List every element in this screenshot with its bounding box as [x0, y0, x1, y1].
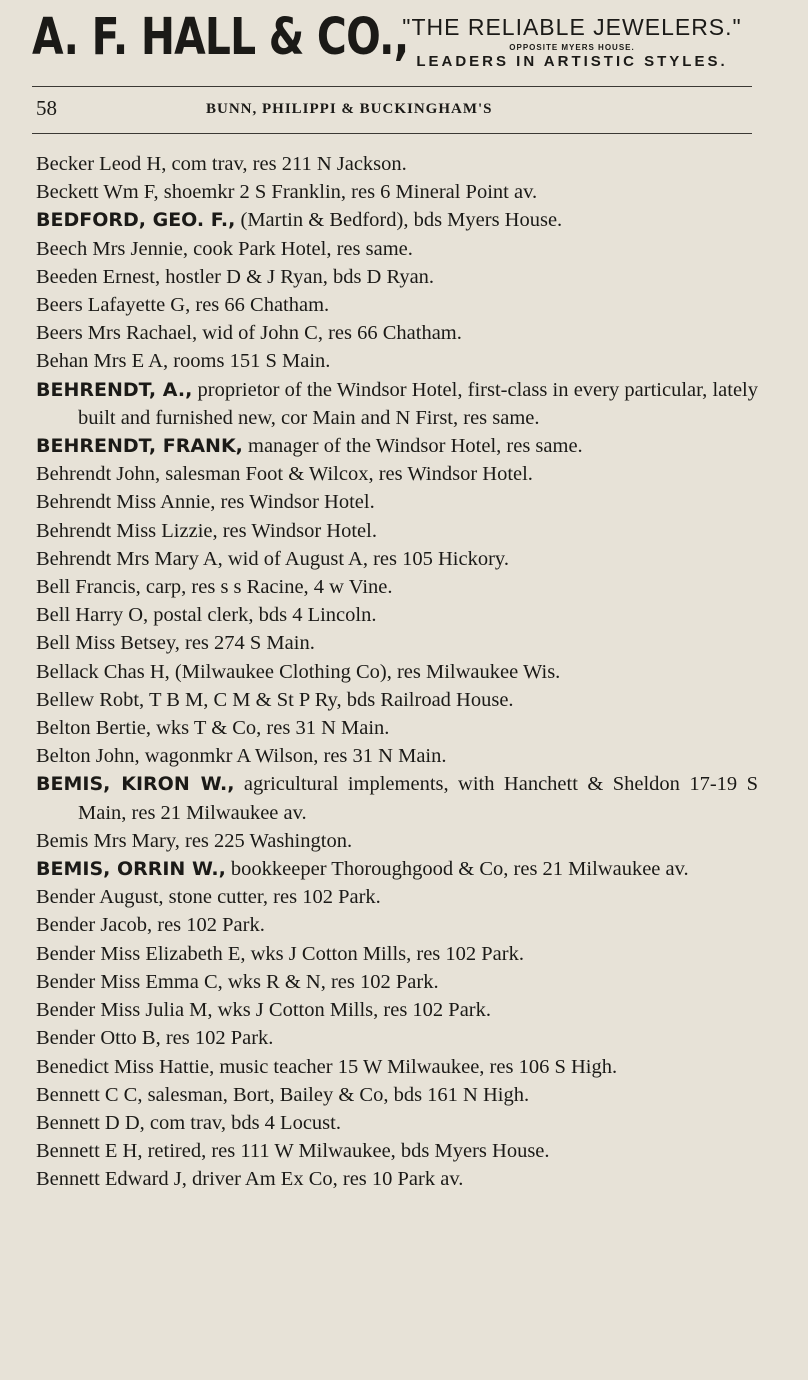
entry-text: (Martin & Bedford), bds Myers House.	[235, 209, 563, 232]
directory-entry	[36, 968, 758, 996]
entry-text: Bennett Edward J, driver Am Ex Co, res 10 Park av.	[36, 1168, 464, 1191]
directory-entry	[36, 742, 758, 770]
directory-entry	[36, 855, 758, 883]
advertisement-slogan: "THE RELIABLE JEWELERS."	[402, 14, 742, 40]
directory-entry	[36, 291, 758, 319]
entry-text: Bender Miss Elizabeth E, wks J Cotton Mills, res 102 Park.	[36, 942, 524, 965]
entry-text: Belton John, wagonmkr A Wilson, res 31 N Main.	[36, 745, 447, 768]
directory-entry	[36, 319, 758, 347]
advertisement-tagline: LEADERS IN ARTISTIC STYLES.	[416, 53, 728, 70]
directory-entry	[36, 714, 758, 742]
entry-text: Beeden Ernest, hostler D & J Ryan, bds D Ryan.	[36, 265, 435, 288]
entry-text: Beckett Wm F, shoemkr 2 S Franklin, res 6 Mineral Point av.	[36, 181, 538, 204]
entry-text: bookkeeper Thoroughgood & Co, res 21 Milwaukee av.	[225, 858, 689, 881]
entry-name: BEMIS, ORRIN W.,	[36, 858, 226, 881]
directory-entry	[36, 883, 758, 911]
entry-text: Benedict Miss Hattie, music teacher 15 W Milwaukee, res 106 S High.	[36, 1055, 618, 1078]
entry-name: BEDFORD, GEO. F.,	[36, 209, 236, 232]
directory-entry	[36, 1053, 758, 1081]
running-title: BUNN, PHILIPPI & BUCKINGHAM'S	[206, 101, 493, 117]
directory-entry	[36, 629, 758, 657]
page-number: 58	[36, 96, 57, 120]
directory-entry	[36, 1137, 758, 1165]
header-rule	[32, 133, 752, 134]
entry-text: Bender Jacob, res 102 Park.	[36, 914, 265, 937]
directory-entry	[36, 206, 758, 234]
directory-entry	[36, 1165, 758, 1193]
entry-text: Bender Miss Julia M, wks J Cotton Mills, res 102 Park.	[36, 999, 491, 1022]
advertisement-address: OPPOSITE MYERS HOUSE.	[509, 43, 635, 52]
entry-text: Belton Bertie, wks T & Co, res 31 N Main.	[36, 717, 390, 740]
directory-entry	[36, 178, 758, 206]
directory-entry	[36, 150, 758, 178]
entry-text: Beech Mrs Jennie, cook Park Hotel, res same.	[36, 237, 413, 260]
entry-text: Bennett C C, salesman, Bort, Bailey & Co, bds 161 N High.	[36, 1083, 530, 1106]
directory-entry	[36, 827, 758, 855]
entry-text: Bell Harry O, postal clerk, bds 4 Lincoln.	[36, 604, 377, 627]
advertisement-copy	[382, 14, 762, 70]
entry-text: Behan Mrs E A, rooms 151 S Main.	[36, 350, 331, 373]
entry-text: Bennett E H, retired, res 111 W Milwaukee, bds Myers House.	[36, 1140, 550, 1163]
entry-text: Bennett D D, com trav, bds 4 Locust.	[36, 1111, 341, 1134]
directory-entry	[36, 996, 758, 1024]
directory-entry	[36, 347, 758, 375]
directory-entry	[36, 658, 758, 686]
entry-text: Beers Lafayette G, res 66 Chatham.	[36, 294, 330, 317]
entry-text: Behrendt Mrs Mary A, wid of August A, res 105 Hickory.	[36, 547, 509, 570]
directory-entry	[36, 517, 758, 545]
entry-text: Behrendt John, salesman Foot & Wilcox, res Windsor Hotel.	[36, 463, 533, 486]
jeweler-advertisement	[30, 6, 770, 84]
directory-entry	[36, 460, 758, 488]
entry-text: Bemis Mrs Mary, res 225 Washington.	[36, 829, 353, 852]
directory-entry	[36, 235, 758, 263]
entry-text: Bellack Chas H, (Milwaukee Clothing Co), res Milwaukee Wis.	[36, 660, 561, 683]
directory-entry	[36, 263, 758, 291]
entry-name: BEHRENDT, A.,	[36, 378, 193, 401]
directory-entry	[36, 770, 758, 826]
directory-entry	[36, 432, 758, 460]
directory-entry	[36, 545, 758, 573]
entry-text: Bender Miss Emma C, wks R & N, res 102 Park.	[36, 970, 439, 993]
entry-text: manager of the Windsor Hotel, res same.	[242, 435, 583, 458]
entry-text: Bell Francis, carp, res s s Racine, 4 w Vine.	[36, 576, 393, 599]
entry-text: proprietor of the Windsor Hotel, first-class in every particular, lately built and furnished new, cor Main and N First, res same.	[78, 378, 758, 429]
directory-entry	[36, 1081, 758, 1109]
entry-text: Becker Leod H, com trav, res 211 N Jackson.	[36, 153, 407, 175]
top-rule	[32, 86, 752, 87]
directory-entries	[36, 150, 758, 1194]
entry-name: BEMIS, KIRON W.,	[36, 773, 235, 796]
entry-text: Bellew Robt, T B M, C M & St P Ry, bds Railroad House.	[36, 688, 514, 711]
directory-entry	[36, 488, 758, 516]
directory-entry	[36, 940, 758, 968]
entry-text: Behrendt Miss Lizzie, res Windsor Hotel.	[36, 519, 377, 542]
entry-text: Beers Mrs Rachael, wid of John C, res 66 Chatham.	[36, 322, 462, 345]
directory-entry	[36, 573, 758, 601]
advertiser-name: A. F. HALL & CO.,	[32, 8, 409, 67]
entry-text: Bender August, stone cutter, res 102 Park.	[36, 886, 381, 909]
directory-entry	[36, 911, 758, 939]
entry-text: Bender Otto B, res 102 Park.	[36, 1027, 274, 1050]
directory-entry	[36, 686, 758, 714]
directory-entry	[36, 376, 758, 432]
entry-text: Behrendt Miss Annie, res Windsor Hotel.	[36, 491, 375, 514]
entry-text: Bell Miss Betsey, res 274 S Main.	[36, 632, 315, 655]
directory-entry	[36, 1109, 758, 1137]
directory-entry	[36, 601, 758, 629]
directory-entry	[36, 1024, 758, 1052]
entry-name: BEHRENDT, FRANK,	[36, 435, 243, 458]
entry-text: agricultural implements, with Hanchett & Sheldon 17-19 S Main, res 21 Milwaukee av.	[78, 773, 758, 824]
